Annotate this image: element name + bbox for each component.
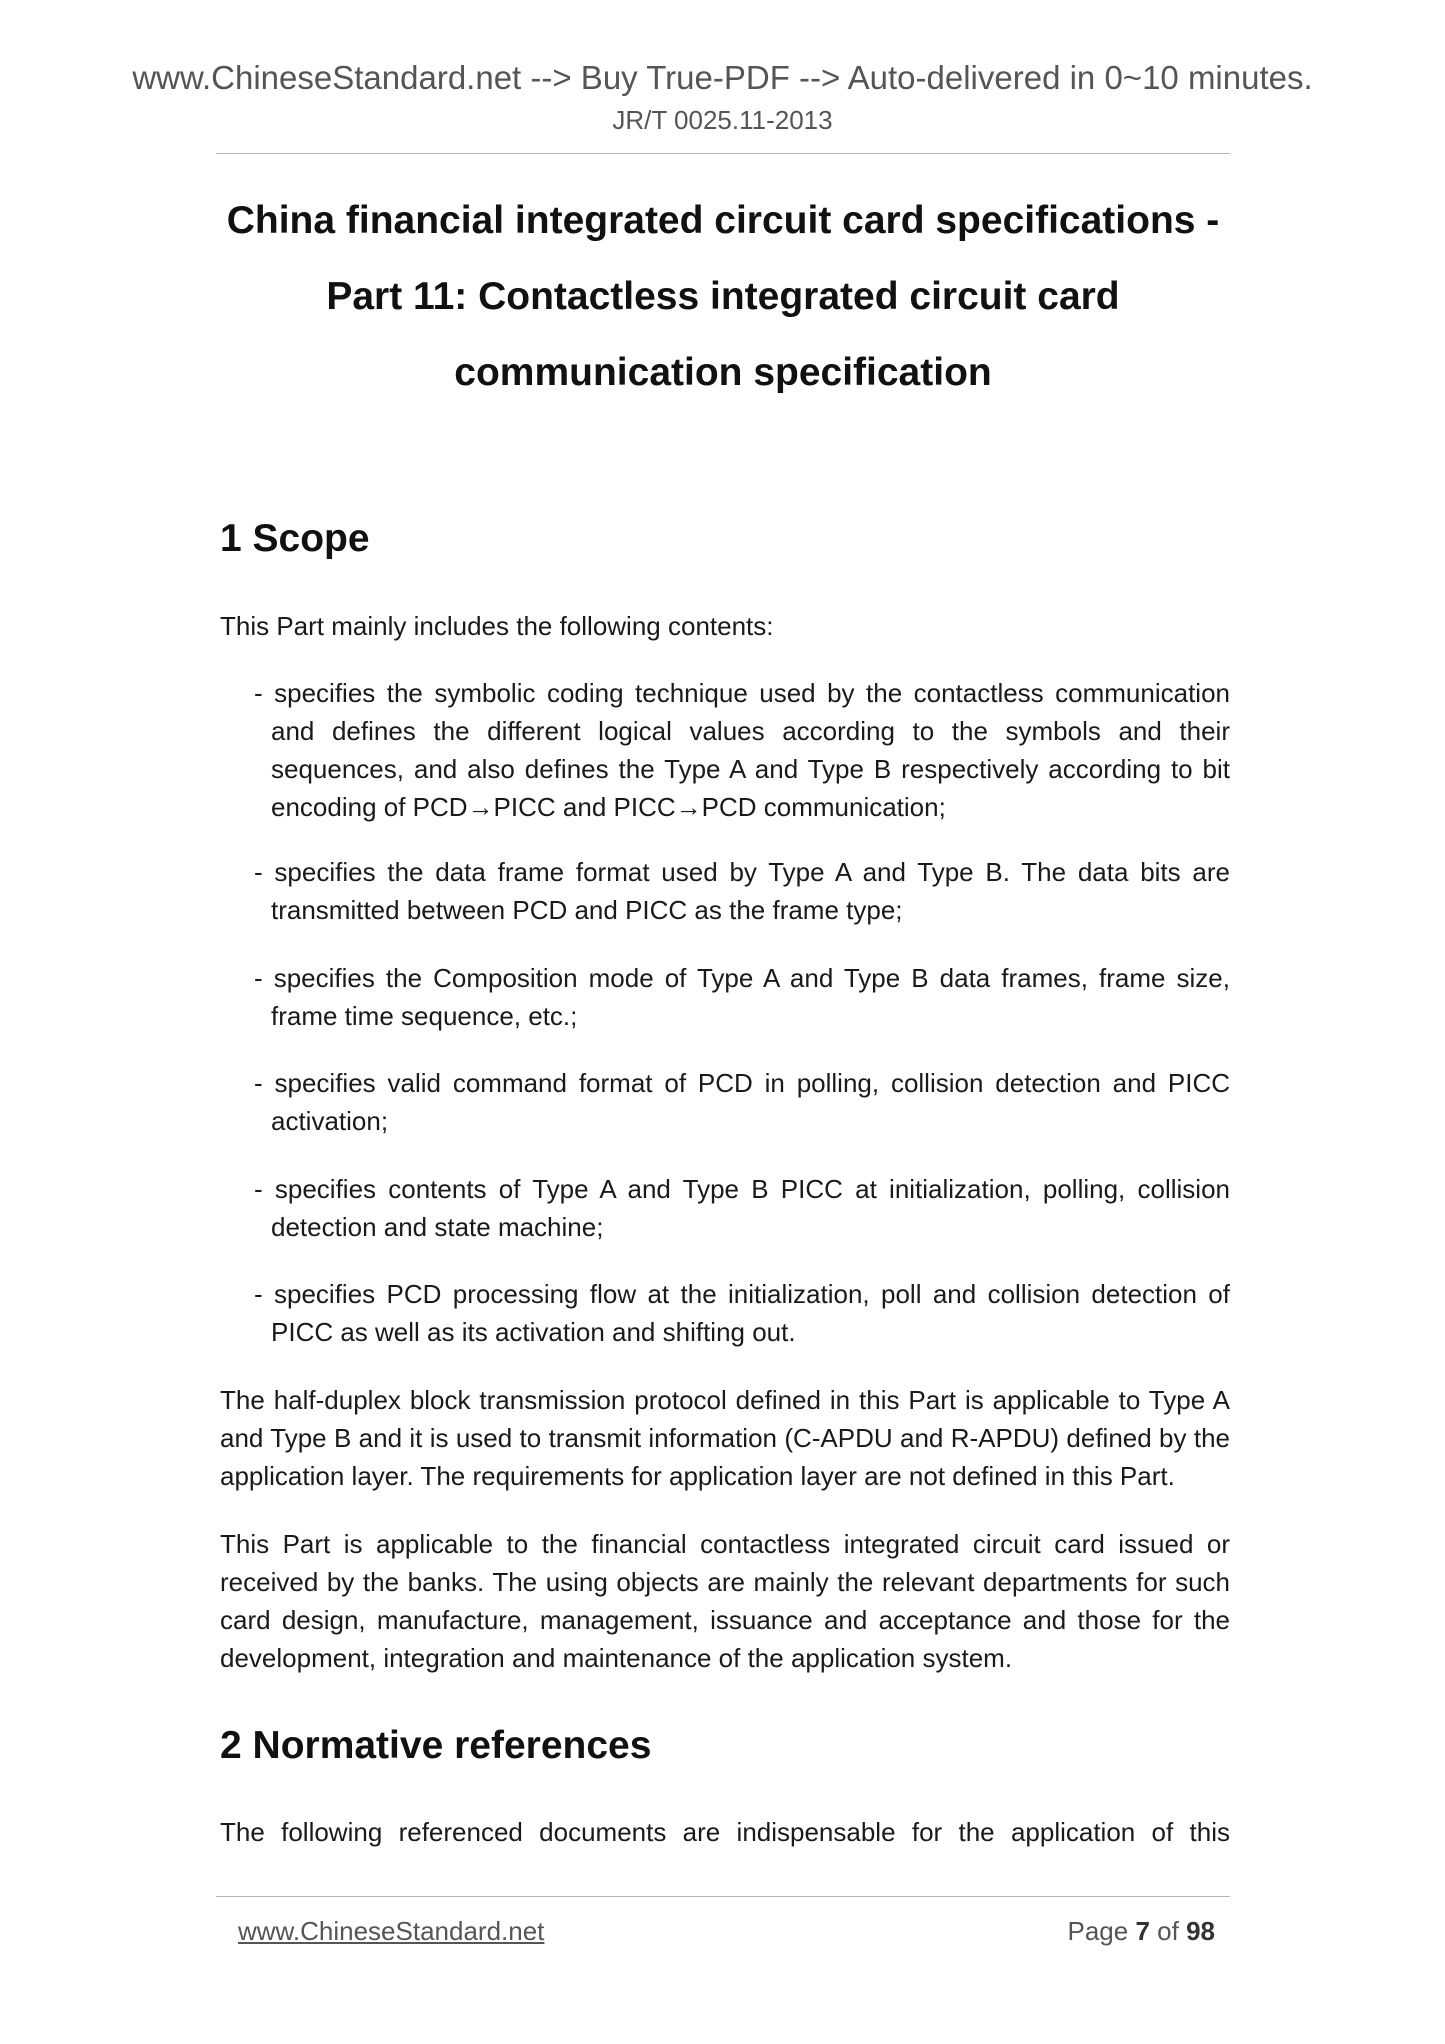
applicability-paragraph: This Part is applicable to the financial contactless integrated circuit card issued or received by the banks. The using objects are mainly the relevant departments for such card design, manufacture, management, issuance and acceptance and those for the development, integration and maintenance of the application system.	[220, 1529, 1230, 1673]
page-number: 7	[1135, 1916, 1150, 1946]
document-title	[216, 183, 1230, 411]
section-heading-scope: 1 Scope	[220, 517, 370, 560]
half-duplex-paragraph: The half-duplex block transmission protocol defined in this Part is applicable to Type A and Type B and it is used to transmit information (C-APDU and R-APDU) defined by the application layer. The requirements for application layer are not defined in this Part.	[220, 1385, 1230, 1491]
title-line-2: Part 11: Contactless integrated circuit card	[326, 275, 1120, 318]
scope-bullet: - specifies PCD processing flow at the initialization, poll and collision detection of PICC as well as its activation and shifting out.	[254, 1279, 1230, 1347]
scope-intro: This Part mainly includes the following contents:	[220, 611, 774, 641]
footer-divider	[216, 1896, 1230, 1897]
page-prefix: Page	[1067, 1916, 1129, 1946]
title-line-1: China financial integrated circuit card specifications -	[226, 199, 1220, 242]
page-total: 98	[1186, 1916, 1215, 1946]
section-heading-normative-references: 2 Normative references	[220, 1724, 652, 1767]
standard-code: JR/T 0025.11-2013	[612, 105, 833, 135]
footer-website-link[interactable]: www.ChineseStandard.net	[238, 1916, 545, 1946]
top-banner[interactable]: www.ChineseStandard.net --> Buy True-PDF --> Auto-delivered in 0~10 minutes.	[132, 59, 1313, 96]
page-of: of	[1157, 1916, 1179, 1946]
scope-bullet: - specifies the symbolic coding technique used by the contactless communication and defines the different logical values according to the symbols and their sequences, and also defines the Type A and Type B respectively according to bit encoding of PCD→PICC and PICC→PCD communication;	[254, 678, 1230, 822]
scope-bullet: - specifies contents of Type A and Type B PICC at initialization, polling, collision detection and state machine;	[254, 1174, 1230, 1242]
scope-bullet: - specifies valid command format of PCD in polling, collision detection and PICC activation;	[254, 1068, 1230, 1136]
scope-bullet: - specifies the Composition mode of Type A and Type B data frames, frame size, frame time sequence, etc.;	[254, 963, 1230, 1031]
header-divider	[216, 153, 1230, 154]
page-indicator	[1067, 1915, 1215, 1947]
scope-bullet: - specifies the data frame format used by Type A and Type B. The data bits are transmitted between PCD and PICC as the frame type;	[254, 857, 1230, 925]
normative-references-paragraph: The following referenced documents are indispensable for the application of this	[220, 1817, 1230, 1847]
title-line-3: communication specification	[454, 351, 992, 394]
